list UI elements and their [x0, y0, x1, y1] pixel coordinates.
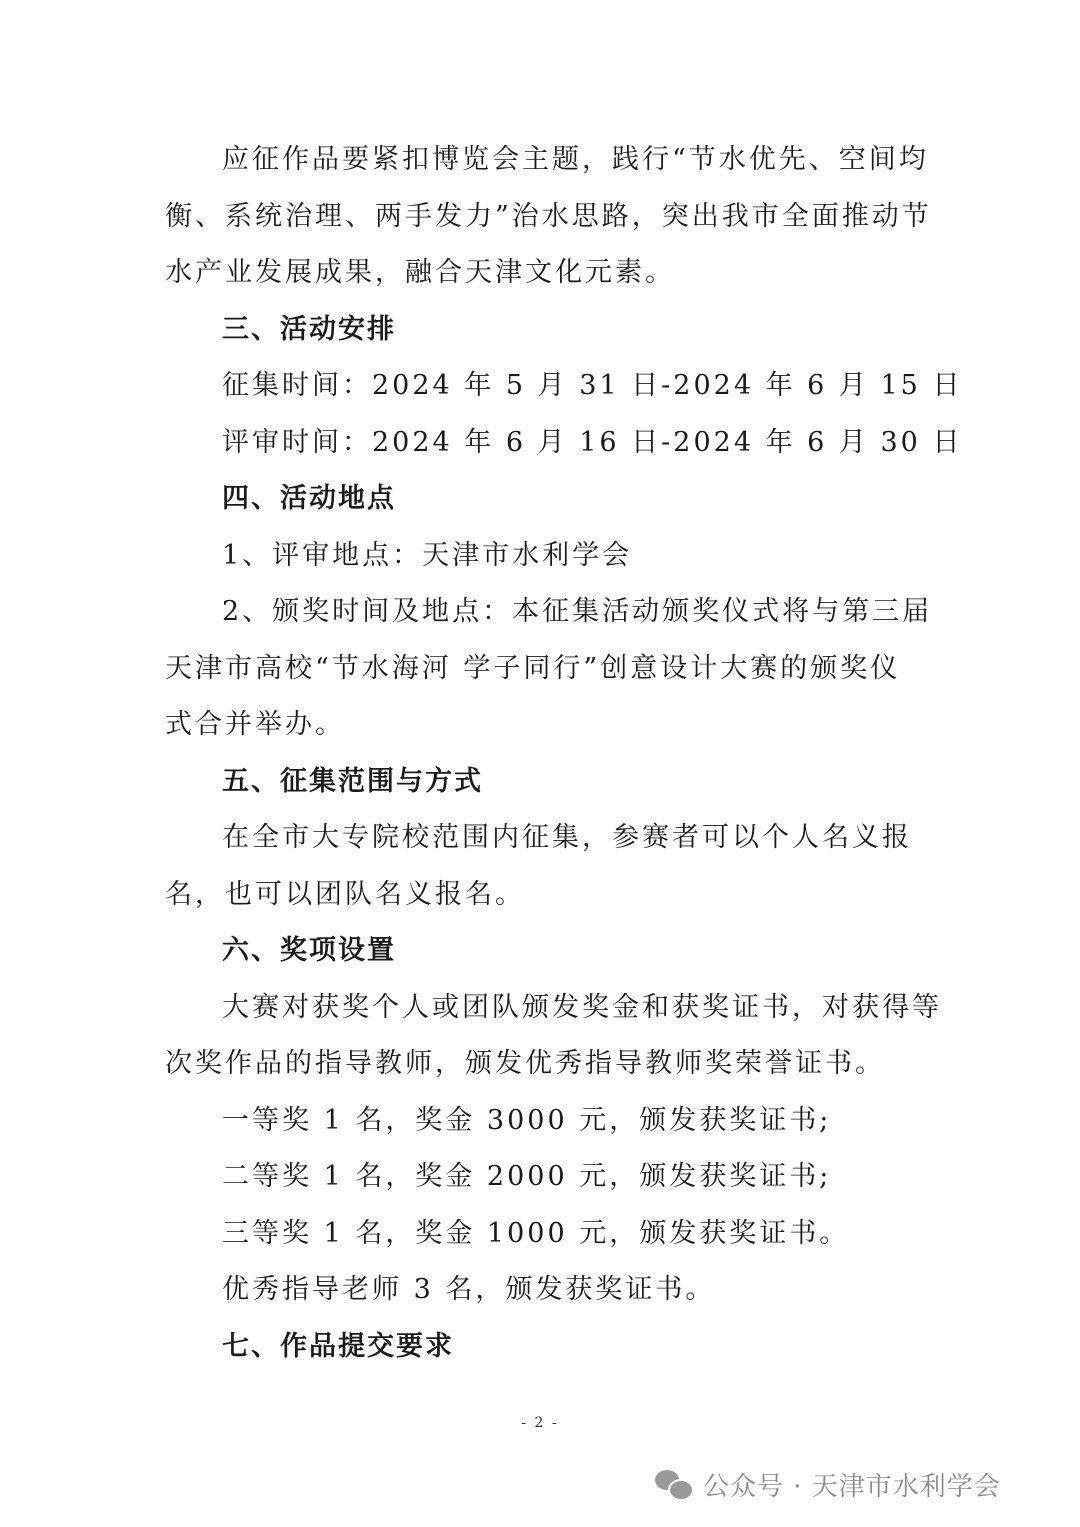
section-heading-6: 六、奖项设置	[222, 935, 396, 966]
paragraph-line: 式合并举办。	[165, 709, 345, 740]
watermark-text: 公众号 · 天津市水利学会	[703, 1471, 1001, 1502]
paragraph-line: 名，也可以团队名义报名。	[165, 879, 525, 910]
review-time: 评审时间：2024 年 6 月 16 日-2024 年 6 月 30 日	[222, 427, 963, 458]
paragraph-line: 次奖作品的指导教师，颁发优秀指导教师奖荣誉证书。	[165, 1048, 885, 1079]
second-prize: 二等奖 1 名，奖金 2000 元，颁发获奖证书;	[222, 1161, 832, 1192]
paragraph-line: 2、颁奖时间及地点：本征集活动颁奖仪式将与第三届	[222, 596, 933, 627]
third-prize: 三等奖 1 名，奖金 1000 元，颁发获奖证书。	[222, 1218, 850, 1249]
instructor-award: 优秀指导老师 3 名，颁发获奖证书。	[222, 1274, 716, 1305]
paragraph-line: 水产业发展成果，融合天津文化元素。	[165, 257, 675, 288]
wechat-watermark	[655, 1462, 1001, 1506]
collection-time: 征集时间：2024 年 5 月 31 日-2024 年 6 月 15 日	[222, 370, 963, 401]
section-heading-4: 四、活动地点	[222, 483, 396, 514]
section-heading-3: 三、活动安排	[222, 314, 396, 345]
paragraph-line: 天津市高校“节水海河 学子同行”创意设计大赛的颁奖仪	[165, 653, 901, 684]
first-prize: 一等奖 1 名，奖金 3000 元，颁发获奖证书;	[222, 1105, 832, 1136]
paragraph-line: 应征作品要紧扣博览会主题，践行“节水优先、空间均	[222, 144, 929, 175]
page-number: - 2 -	[521, 1415, 559, 1431]
paragraph-line: 大赛对获奖个人或团队颁发奖金和获奖证书，对获得等	[222, 992, 942, 1023]
section-heading-7: 七、作品提交要求	[222, 1331, 454, 1362]
wechat-icon	[655, 1468, 693, 1500]
review-location: 1、评审地点：天津市水利学会	[222, 540, 633, 571]
paragraph-line: 在全市大专院校范围内征集，参赛者可以个人名义报	[222, 822, 912, 853]
paragraph-line: 衡、系统治理、两手发力”治水思路，突出我市全面推动节	[165, 201, 932, 232]
section-heading-5: 五、征集范围与方式	[222, 766, 483, 797]
